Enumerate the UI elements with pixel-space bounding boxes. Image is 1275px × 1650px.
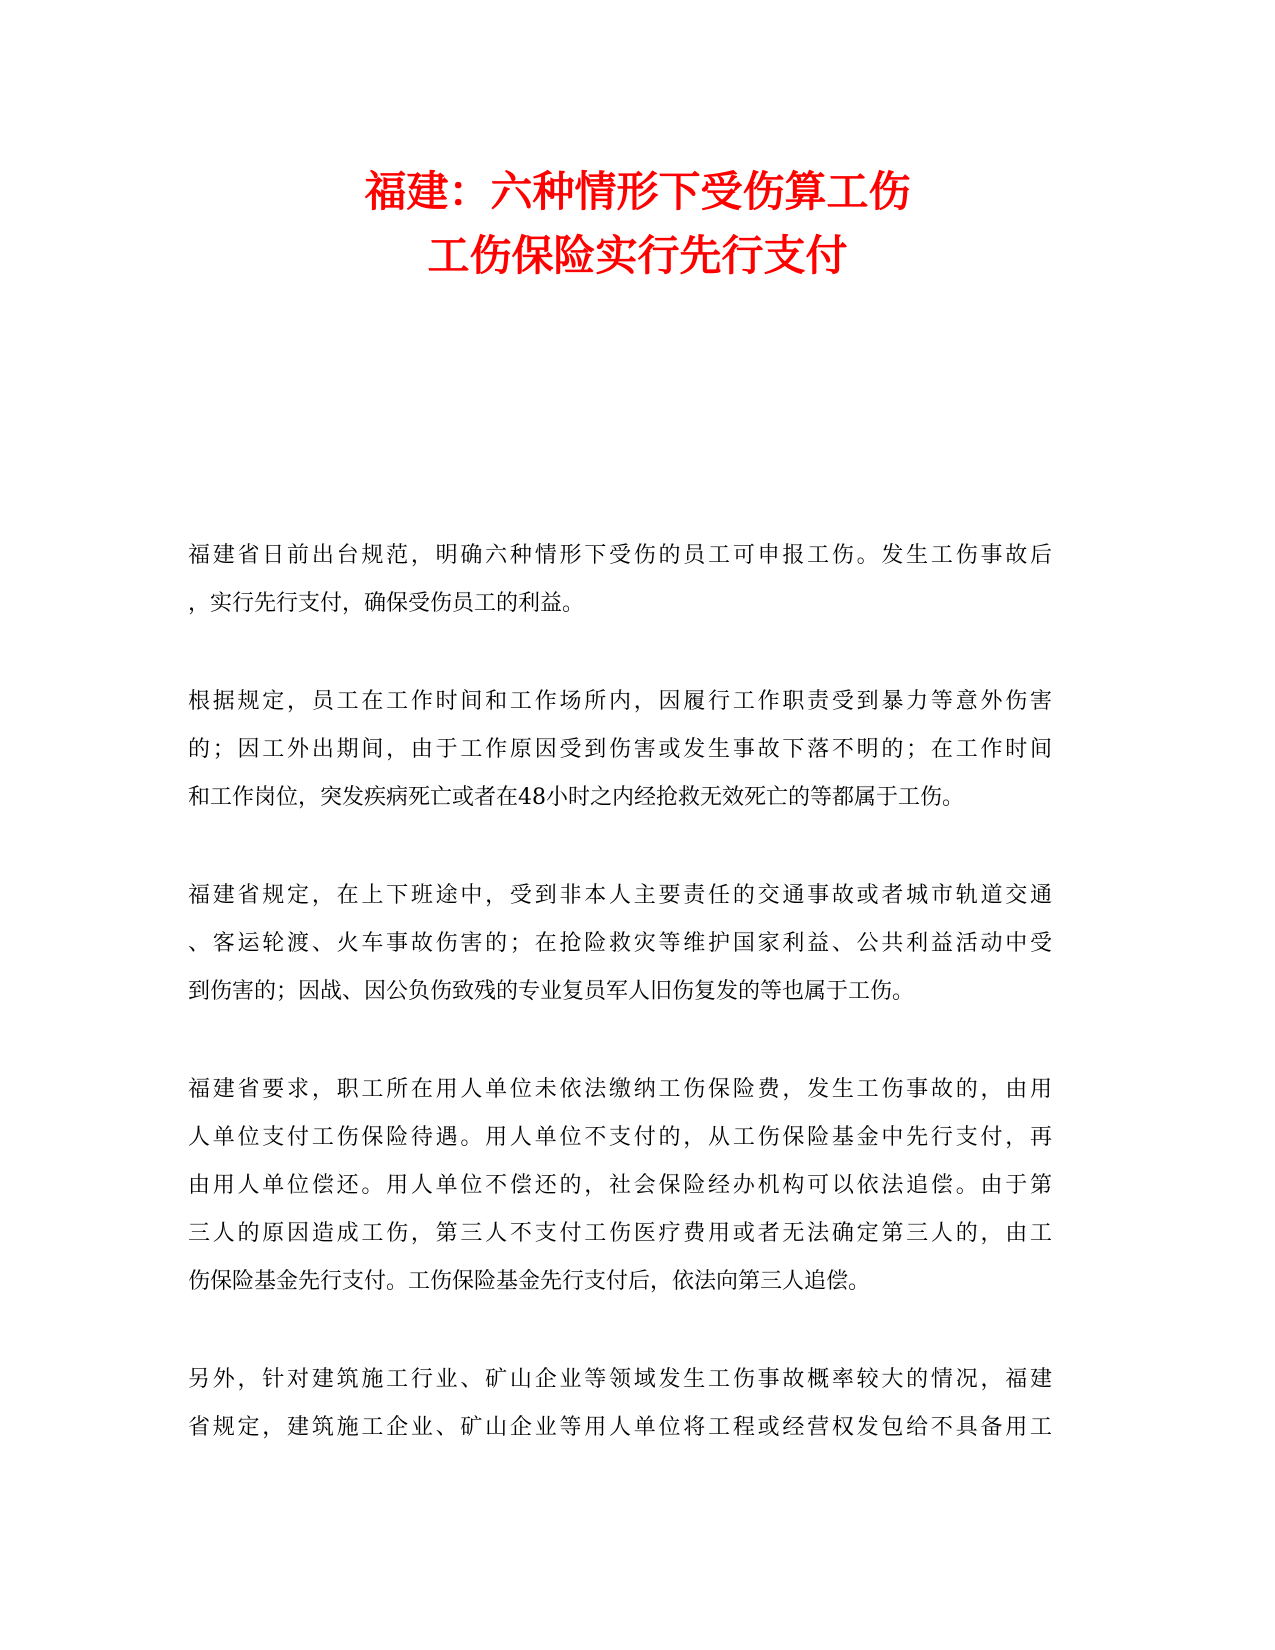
paragraph-3 xyxy=(188,872,1052,1016)
paragraph-line: 、客运轮渡、火车事故伤害的；在抢险救灾等维护国家利益、公共利益活动中受 xyxy=(188,931,1052,956)
paragraph-line: 根据规定，员工在工作时间和工作场所内，因履行工作职责受到暴力等意外伤害 xyxy=(188,689,1052,714)
document-title xyxy=(0,160,1275,288)
paragraph-line: 另外，针对建筑施工行业、矿山企业等领域发生工伤事故概率较大的情况，福建 xyxy=(188,1367,1052,1392)
paragraph-line: 省规定，建筑施工企业、矿山企业等用人单位将工程或经营权发包给不具备用工 xyxy=(188,1415,1052,1440)
paragraph-line: 人单位支付工伤保险待遇。用人单位不支付的，从工伤保险基金中先行支付，再 xyxy=(188,1125,1052,1150)
paragraph-line: 到伤害的；因战、因公负伤致残的专业复员军人旧伤复发的等也属于工伤。 xyxy=(188,979,915,1004)
title-line-2: 工伤保险实行先行支付 xyxy=(427,231,848,280)
paragraph-1 xyxy=(188,532,1052,628)
paragraph-line: 的；因工外出期间，由于工作原因受到伤害或发生事故下落不明的；在工作时间 xyxy=(188,737,1052,762)
paragraph-line: 和工作岗位，突发疾病死亡或者在48小时之内经抢救无效死亡的等都属于工伤。 xyxy=(188,785,964,810)
title-line-1: 福建：六种情形下受伤算工伤 xyxy=(364,167,911,216)
paragraph-line: 福建省日前出台规范，明确六种情形下受伤的员工可申报工伤。发生工伤事故后 xyxy=(188,543,1052,568)
paragraph-line: 福建省规定，在上下班途中，受到非本人主要责任的交通事故或者城市轨道交通 xyxy=(188,883,1052,908)
paragraph-line: 由用人单位偿还。用人单位不偿还的，社会保险经办机构可以依法追偿。由于第 xyxy=(188,1173,1052,1198)
paragraph-line: 三人的原因造成工伤，第三人不支付工伤医疗费用或者无法确定第三人的，由工 xyxy=(188,1221,1052,1246)
paragraph-line: 福建省要求，职工所在用人单位未依法缴纳工伤保险费，发生工伤事故的，由用 xyxy=(188,1077,1052,1102)
paragraph-line: 伤保险基金先行支付。工伤保险基金先行支付后，依法向第三人追偿。 xyxy=(188,1269,871,1294)
paragraph-2 xyxy=(188,678,1052,822)
document-body xyxy=(188,532,1052,1502)
paragraph-4 xyxy=(188,1066,1052,1306)
paragraph-5 xyxy=(188,1356,1052,1452)
paragraph-line: ，实行先行支付，确保受伤员工的利益。 xyxy=(188,591,585,616)
